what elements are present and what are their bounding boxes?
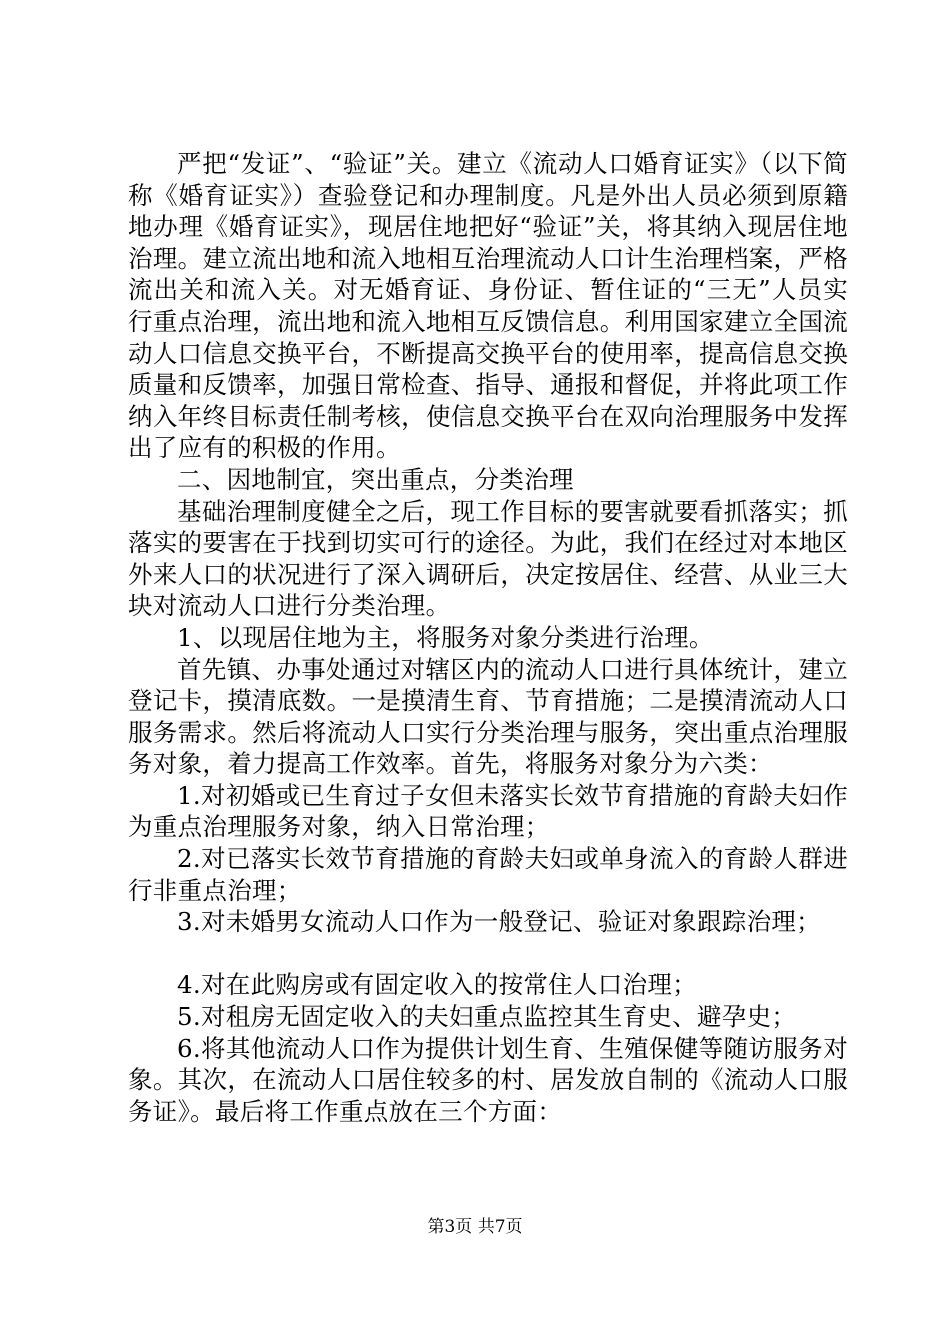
page-number-footer: 第3页 共7页 [427,1217,523,1237]
blank-line [128,938,848,970]
list-item-2: 2.对已落实长效节育措施的育龄夫妇或单身流入的育龄人群进行非重点治理； [128,844,848,905]
list-item-5: 5.对租房无固定收入的夫妇重点监控其生育史、避孕史； [177,1002,797,1032]
list-item-6: 6.将其他流动人口作为提供计划生育、生殖保健等随访服务对象。其次，在流动人口居住较多的村、居发放自制的《流动人口服务证》。最后将工作重点放在三个方面： [128,1033,848,1126]
paragraph-statistics: 首先镇、办事处通过对辖区内的流动人口进行具体统计，建立登记卡，摸清底数。一是摸清生育、节育措施；二是摸清流动人口服务需求。然后将流动人口实行分类治理与服务，突出重点治理服务对象，着力提高工作效率。首先，将服务对象分为六类： [128,654,848,779]
paragraph-implementation: 基础治理制度健全之后，现工作目标的要害就要看抓落实；抓落实的要害在于找到切实可行的途径。为此，我们在经过对本地区外来人口的状况进行了深入调研后，决定按居住、经营、从业三大块对流动人口进行分类治理。 [128,496,848,621]
paragraph-certificate-check: 严把“发证”、“验证”关。建立《流动人口婚育证实》（以下简称《婚育证实》）查验登记和办理制度。凡是外出人员必须到原籍地办理《婚育证实》，现居住地把好“验证”关，将其纳入现居住地治理。建立流出地和流入地相互治理流动人口计生治理档案，严格流出关和流入关。对无婚育证、身份证、暂住证的“三无”人员实行重点治理，流出地和流入地相互反馈信息。利用国家建立全国流动人口信息交换平台，不断提高交换平台的使用率，提高信息交换质量和反馈率，加强日常检查、指导、通报和督促，并将此项工作纳入年终目标责任制考核，使信息交换平台在双向治理服务中发挥出了应有的积极的作用。 [128,149,848,463]
section-heading-classified-management: 二、因地制宜，突出重点，分类治理 [177,464,574,494]
list-item-1: 1.对初婚或已生育过子女但未落实长效节育措施的育龄夫妇作为重点治理服务对象，纳入日常治理； [128,780,848,842]
list-item-4: 4.对在此购房或有固定收入的按常住人口治理； [177,970,697,1000]
document-body [128,148,848,1127]
subheading-residence-classification: 1、以现居住地为主，将服务对象分类进行治理。 [177,622,714,652]
list-item-3: 3.对未婚男女流动人口作为一般登记、验证对象跟踪治理； [177,907,821,937]
